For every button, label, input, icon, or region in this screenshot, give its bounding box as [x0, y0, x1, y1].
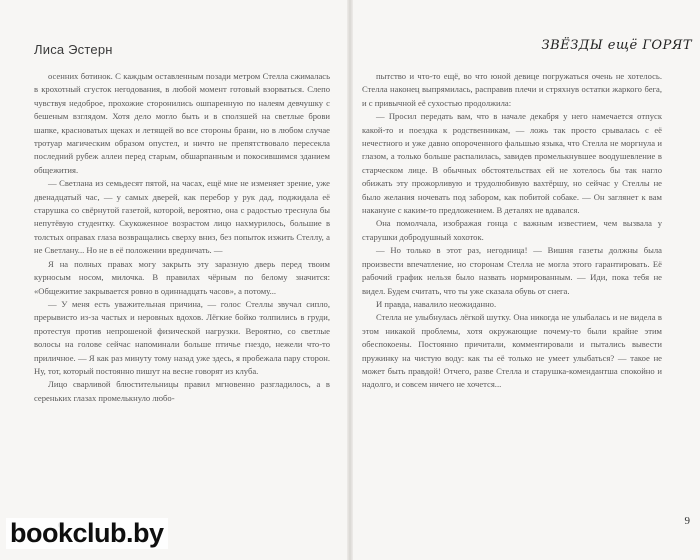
paragraph: Стелла не улыбнулась лёгкой шутку. Она никогда не улыбалась и не видела в этом никакой проблемы, хотя окружающие почему-то были крайне этим обеспокоены. Постоянно причитали, комментировали и пытались вывести пружинку на чистую воду: как ты её только не умеет улыбаться? — такое не может быть правдой! Отчего, разве Стелла и старушка-комендантша спокойно и надолго, и совсем ничего не хочется...	[362, 312, 662, 390]
left-page-body	[34, 70, 330, 535]
page-number: 9	[684, 515, 690, 527]
right-page-body	[362, 70, 662, 535]
paragraph: — Светлана из семьдесят пятой, на часах, ещё мне не изменяет зрение, уже двенадцатый час, — у самых дверей, как перебор у рук дад, поджидала её старушка со свёрнутой газетой, которой, вероятно, она с радостью треснула бы непутёвую студентку. Скукоженное возрастом лицо нахмурилось, большие в толстых оправах глаза возвращались сверху вниз, без попыток изжить Стеллу, а не Светлану... Но не в её положении вредничать. —	[34, 178, 330, 256]
paragraph: осенних ботинок. С каждым оставленным позади метром Стелла сжималась в крохотный сгусток негодования, в любой момент готовый взорваться. Слепо чувствуя недоброе, прохожие сторонились ошпаренную по налеям девчушку с бешеным взглядом. Хотя дело могло быть и в сползшей на светлые брови шапке, красноватых щеках и летящей во все стороны брани, но в любом случае тротуар магическим образом опустел, и ничто не препятствовало пересекла последний рубеж аллеи перед старым, обшарпанным и покосившимся зданием общежития.	[34, 71, 330, 175]
running-header-title: ЗВЁЗДЫ ещё ГОРЯТ	[541, 38, 692, 53]
watermark: bookclub.by	[6, 518, 168, 549]
paragraph: пытство и что-то ещё, во что юной девице погружаться очень не хотелось. Стелла наконец выпрямилась, расправив плечи и стряхнув остатки жаркого бега, и с привычной её сухостью продолжила:	[362, 71, 662, 108]
running-header-author: Лиса Эстерн	[34, 42, 113, 57]
paragraph: Я на полных правах могу закрыть эту заразную дверь перед твоим курносым носом, милочка. В правилах чёрным по белому значится: «Общежитие закрывается ровно в одиннадцать часов», а потому...	[34, 258, 330, 296]
paragraph: — У меня есть уважительная причина, — голос Стеллы звучал сипло, прерывисто из-за частых и неровных вдохов. Лёгкие бойко толпились в груди, протестуя против непрошеной физической нагрузки. Вероятно, со светлые волосы на голове сейчас напоминали больше птичье гнездо, нежели что-то приличное. — Я как раз минуту тому назад уже здесь, я пробежала пару сторон. Ну, тот, который постоянно пишут на весне говорят из клуба.	[34, 298, 330, 376]
paragraph: Она помолчала, изображая гонца с важным известием, чем вызвала у старушки добродушный хохоток.	[362, 218, 662, 242]
paragraph: — Но только в этот раз, негодница! — Вишня газеты должны была произвести впечатление, но сторонам Стелла не могла этого гарантировать. Её рабочий график нельзя было назвать нормированным. — Иди, пока тебя не видел. Будем считать, что ты уже сказала обувь от снега.	[362, 245, 662, 296]
paragraph: Лицо сварливой блюстительницы правил мгновенно разгладилось, а в серенькиx глазах промелькнуло любо-	[34, 379, 330, 403]
right-page	[362, 0, 692, 560]
paragraph: — Просил передать вам, что в начале декабря у него намечается отпуск какой-то и поездка к родственникам, — ложь так просто срывалась с её нечестного и уже давно опороченного фальшью языка, что Стелла не моргнула и глазом, а только больше распалилась, завидев промелькнувшее воодушевление в старческом лице. В обычных обстоятельствах ей не хотелось бы так нагло обижать эту прожорливую и трудолюбивую вахтёршу, но сейчас у Стеллы не было желания ночевать под забором, как побитой собаке. — Он заглянет к вам накануне с каким-то предложением. В деталях не вдавался.	[362, 111, 662, 216]
left-page	[12, 0, 342, 560]
book-gutter	[347, 0, 353, 560]
paragraph: И правда, навалило неожиданно.	[376, 298, 497, 309]
